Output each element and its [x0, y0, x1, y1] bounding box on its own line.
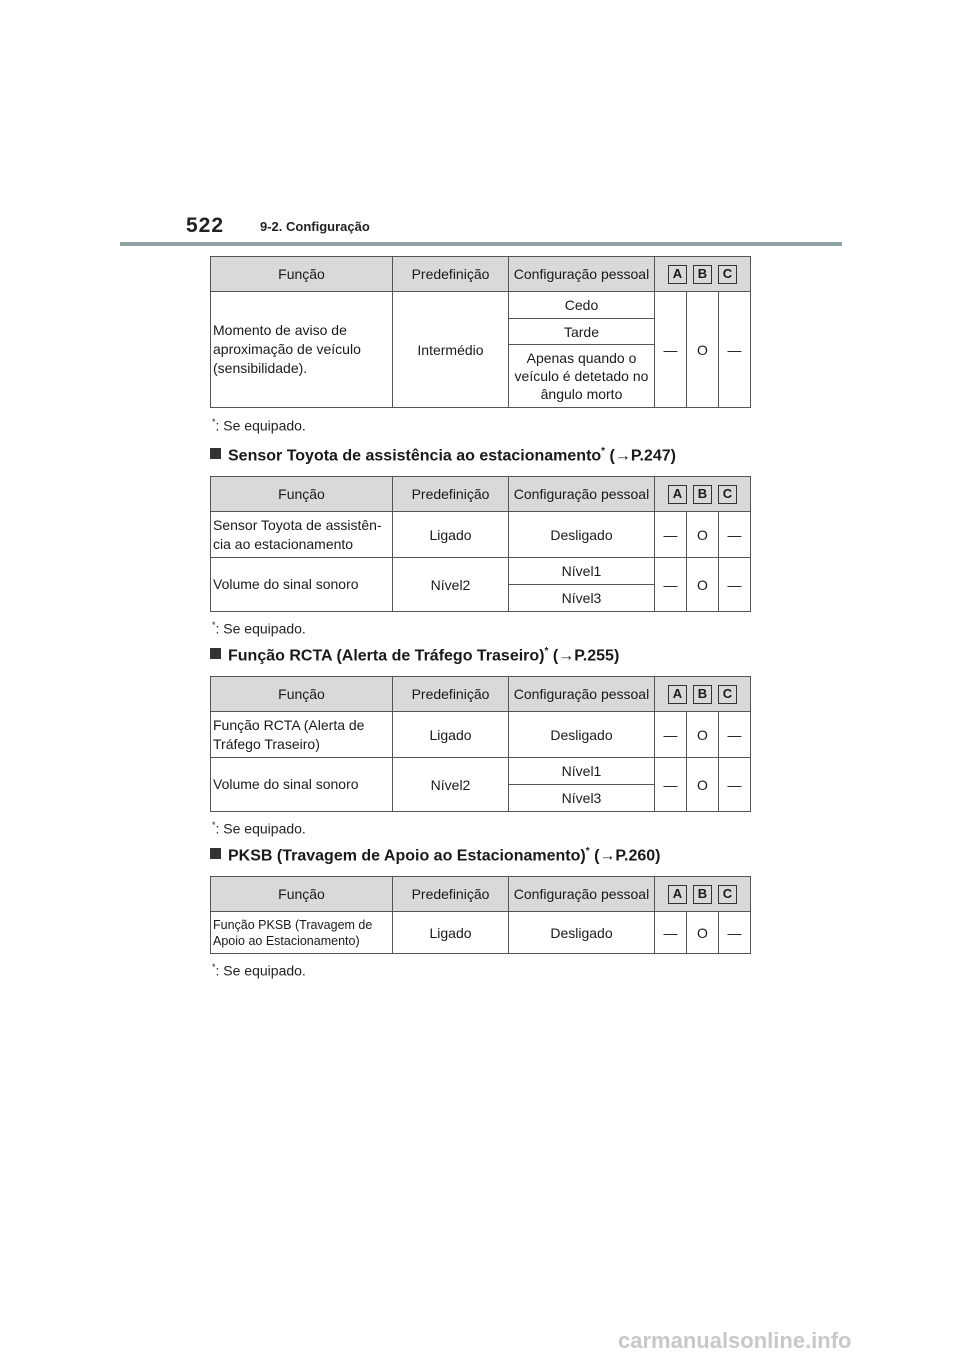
default-cell: Nível2	[393, 558, 509, 612]
column-header-funcao: Função	[211, 877, 393, 912]
option-cell: Apenas quando o veículo é detetado no ângulo morto	[509, 345, 655, 408]
footnote: *: Se equipado.	[212, 620, 306, 637]
default-cell: Ligado	[393, 912, 509, 954]
cell-c: —	[719, 292, 751, 408]
function-cell: Volume do sinal sonoro	[211, 758, 393, 812]
column-header-abc	[655, 877, 751, 912]
letter-a-icon: A	[668, 265, 687, 284]
subhead-parking-sensor: Sensor Toyota de assistência ao estacionamento* (→P.247)	[210, 446, 676, 465]
letter-b-icon: B	[693, 685, 712, 704]
subhead-title: Função RCTA (Alerta de Tráfego Traseiro)	[228, 647, 545, 665]
header-rule	[120, 242, 842, 246]
subhead-title: PKSB (Travagem de Apoio ao Estacionamento)	[228, 847, 586, 865]
subhead-rcta: Função RCTA (Alerta de Tráfego Traseiro)* (→P.255)	[210, 646, 619, 665]
option-cell: Cedo	[509, 292, 655, 319]
column-header-funcao: Função	[211, 257, 393, 292]
square-bullet-icon	[210, 848, 221, 859]
letter-a-icon: A	[668, 885, 687, 904]
column-header-config-pessoal: Configuração pessoal	[509, 677, 655, 712]
cell-b: O	[687, 912, 719, 954]
letter-a-icon: A	[668, 685, 687, 704]
default-cell: Intermédio	[393, 292, 509, 408]
settings-table-blind-spot	[210, 256, 751, 408]
settings-table-parking-sensor	[210, 476, 751, 612]
column-header-predefinicao: Predefinição	[393, 677, 509, 712]
cell-a: —	[655, 292, 687, 408]
default-cell: Nível2	[393, 758, 509, 812]
cell-b: O	[687, 292, 719, 408]
letter-b-icon: B	[693, 885, 712, 904]
letter-c-icon: C	[718, 265, 737, 284]
cell-b: O	[687, 512, 719, 558]
column-header-config-pessoal: Configuração pessoal	[509, 477, 655, 512]
option-cell: Desligado	[509, 512, 655, 558]
default-cell: Ligado	[393, 512, 509, 558]
column-header-config-pessoal: Configuração pessoal	[509, 257, 655, 292]
cell-a: —	[655, 912, 687, 954]
cell-c: —	[719, 712, 751, 758]
page-reference: (→P.260)	[594, 847, 661, 865]
letter-b-icon: B	[693, 265, 712, 284]
letter-a-icon: A	[668, 485, 687, 504]
cell-a: —	[655, 758, 687, 812]
column-header-predefinicao: Predefinição	[393, 257, 509, 292]
cell-c: —	[719, 558, 751, 612]
cell-c: —	[719, 912, 751, 954]
column-header-predefinicao: Predefinição	[393, 877, 509, 912]
footnote: *: Se equipado.	[212, 417, 306, 434]
square-bullet-icon	[210, 648, 221, 659]
option-cell: Nível1	[509, 558, 655, 585]
footnote: *: Se equipado.	[212, 820, 306, 837]
option-cell: Desligado	[509, 912, 655, 954]
page-number: 522	[186, 214, 225, 237]
function-cell: Momento de aviso de aproximação de veículo (sensibilidade).	[211, 292, 393, 408]
option-cell: Nível1	[509, 758, 655, 785]
option-cell: Nível3	[509, 585, 655, 612]
column-header-predefinicao: Predefinição	[393, 477, 509, 512]
cell-b: O	[687, 712, 719, 758]
function-cell: Função RCTA (Alerta de Tráfego Traseiro)	[211, 712, 393, 758]
subhead-pksb: PKSB (Travagem de Apoio ao Estacionamento)* (→P.260)	[210, 846, 660, 865]
option-cell: Desligado	[509, 712, 655, 758]
cell-a: —	[655, 712, 687, 758]
square-bullet-icon	[210, 448, 221, 459]
cell-a: —	[655, 512, 687, 558]
footnote: *: Se equipado.	[212, 962, 306, 979]
section-title: 9-2. Configuração	[260, 219, 370, 234]
letter-c-icon: C	[718, 485, 737, 504]
function-cell: Sensor Toyota de assistên-cia ao estacionamento	[211, 512, 393, 558]
cell-c: —	[719, 758, 751, 812]
footnote-text: Se equipado.	[223, 820, 306, 837]
column-header-abc	[655, 477, 751, 512]
watermark: carmanualsonline.info	[618, 1328, 852, 1353]
page-reference: (→P.255)	[552, 647, 620, 665]
option-cell: Tarde	[509, 319, 655, 345]
default-cell: Ligado	[393, 712, 509, 758]
function-cell: Função PKSB (Travagem de Apoio ao Estacionamento)	[211, 912, 393, 954]
letter-c-icon: C	[718, 885, 737, 904]
page-reference: (→P.247)	[609, 447, 676, 465]
option-cell: Nível3	[509, 785, 655, 812]
column-header-funcao: Função	[211, 677, 393, 712]
footnote-text: Se equipado.	[223, 417, 306, 434]
cell-c: —	[719, 512, 751, 558]
settings-table-pksb	[210, 876, 751, 954]
column-header-abc	[655, 677, 751, 712]
cell-a: —	[655, 558, 687, 612]
footnote-text: Se equipado.	[223, 962, 306, 979]
letter-c-icon: C	[718, 685, 737, 704]
footnote-text: Se equipado.	[223, 620, 306, 637]
settings-table-rcta	[210, 676, 751, 812]
column-header-config-pessoal: Configuração pessoal	[509, 877, 655, 912]
cell-b: O	[687, 558, 719, 612]
letter-b-icon: B	[693, 485, 712, 504]
column-header-funcao: Função	[211, 477, 393, 512]
column-header-abc	[655, 257, 751, 292]
cell-b: O	[687, 758, 719, 812]
subhead-title: Sensor Toyota de assistência ao estacionamento	[228, 447, 602, 465]
function-cell: Volume do sinal sonoro	[211, 558, 393, 612]
